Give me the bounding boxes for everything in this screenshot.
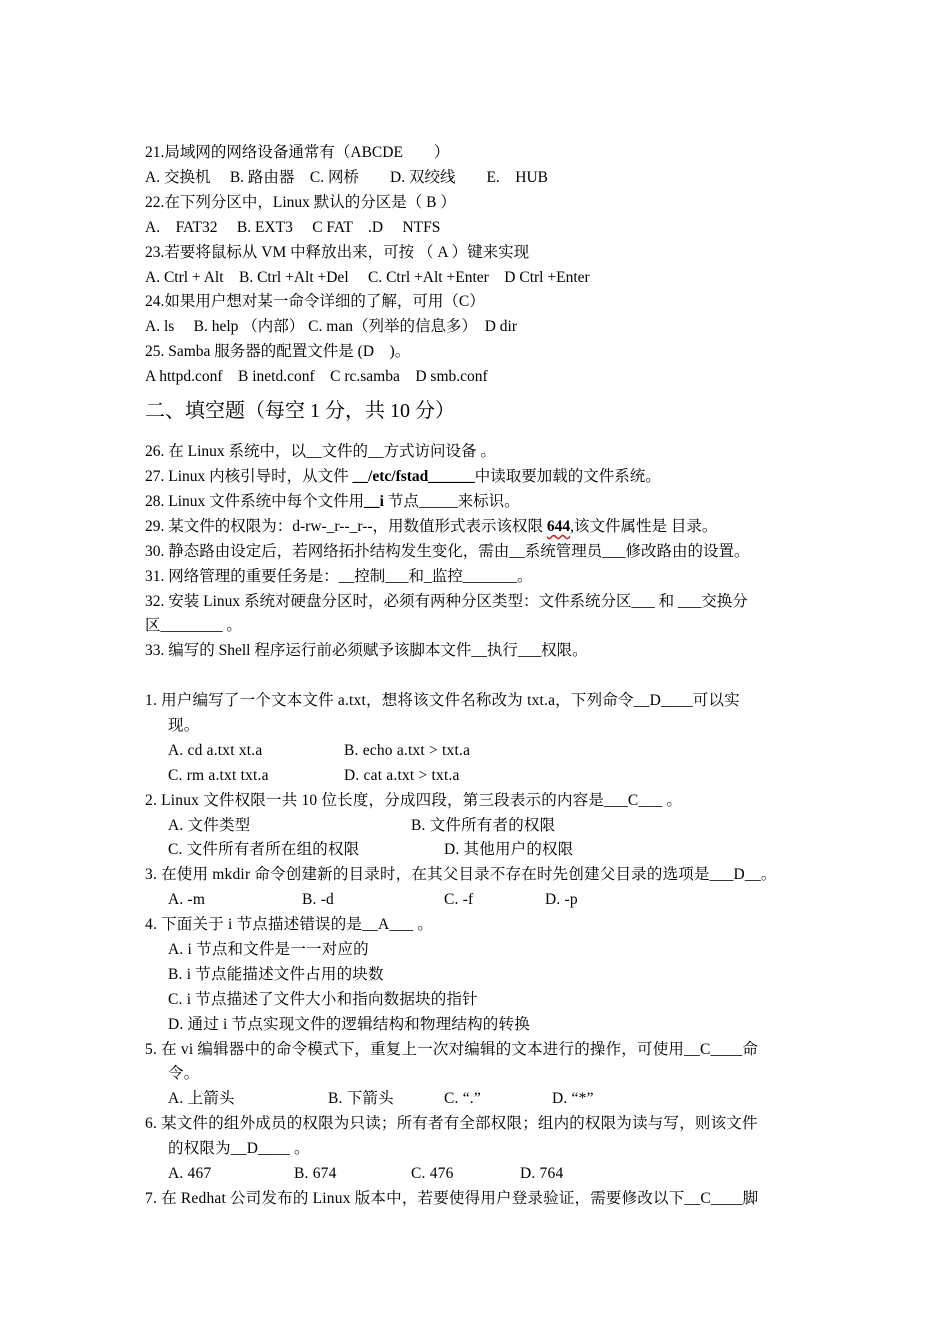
options-21: A. 交换机 B. 路由器 C. 网桥 D. 双绞线 E. HUB <box>145 169 549 186</box>
option-3b: B. -d <box>302 891 334 908</box>
question-2: 2. Linux 文件权限一共 10 位长度，分成四段，第三段表示的内容是___C___ 。 <box>145 792 683 809</box>
section-title: 二、填空题（每空 1 分，共 10 分） <box>145 400 455 422</box>
fill-question-28: 28. Linux 文件系统中每个文件用__i 节点_____来标识。 <box>145 493 520 510</box>
option-3c: C. -f <box>444 891 474 908</box>
option-1d: D. cat a.txt > txt.a <box>344 767 460 784</box>
question-1: 1. 用户编写了一个文本文件 a.txt，想将该文件名称改为 txt.a，下列命令__D____可以实 <box>145 692 740 709</box>
fill-question-33: 33. 编写的 Shell 程序运行前必须赋予该脚本文件__执行___权限。 <box>145 642 588 659</box>
option-4a: A. i 节点和文件是一一对应的 <box>168 941 369 958</box>
question-1-cont: 现。 <box>168 717 200 734</box>
option-1a: A. cd a.txt xt.a <box>168 742 263 759</box>
fill-question-26: 26. 在 Linux 系统中，以__文件的__方式访问设备 。 <box>145 443 496 460</box>
question-4: 4. 下面关于 i 节点描述错误的是__A___ 。 <box>145 916 434 933</box>
question-22: 22.在下列分区中，Linux 默认的分区是（ B ） <box>145 194 456 211</box>
option-2c: C. 文件所有者所在组的权限 <box>168 841 360 858</box>
option-5c: C. “.” <box>444 1090 481 1107</box>
option-6d: D. 764 <box>520 1165 564 1182</box>
answer-29: 644 <box>546 518 571 535</box>
option-6a: A. 467 <box>168 1165 212 1182</box>
options-22: A. FAT32 B. EXT3 C FAT .D NTFS <box>145 219 441 236</box>
question-23: 23.若要将鼠标从 VM 中释放出来，可按 （ A ）键来实现 <box>145 244 530 261</box>
options-25: A httpd.conf B inetd.conf C rc.samba D smb.conf <box>145 368 488 385</box>
fill-question-32: 32. 安装 Linux 系统对硬盘分区时，必须有两种分区类型：文件系统分区___ 和 ___交换分 <box>145 593 748 610</box>
option-6b: B. 674 <box>294 1165 337 1182</box>
answer-27: __/etc/fstad______ <box>352 468 475 485</box>
option-1c: C. rm a.txt txt.a <box>168 767 269 784</box>
option-5b: B. 下箭头 <box>328 1090 394 1107</box>
option-3a: A. -m <box>168 891 206 908</box>
option-4b: B. i 节点能描述文件占用的块数 <box>168 966 384 983</box>
question-6-cont: 的权限为__D____ 。 <box>168 1140 310 1157</box>
question-5: 5. 在 vi 编辑器中的命令模式下，重复上一次对编辑的文本进行的操作，可使用__C____命 <box>145 1041 759 1058</box>
option-2d: D. 其他用户的权限 <box>444 841 574 858</box>
question-6: 6. 某文件的组外成员的权限为只读；所有者有全部权限；组内的权限为读与写，则该文件 <box>145 1115 758 1132</box>
option-2b: B. 文件所有者的权限 <box>411 817 556 834</box>
question-3: 3. 在使用 mkdir 命令创建新的目录时，在其父目录不存在时先创建父目录的选项是___D__。 <box>145 866 777 883</box>
options-24: A. ls B. help （内部） C. man（列举的信息多） D dir <box>145 318 517 335</box>
options-23: A. Ctrl + Alt B. Ctrl +Alt +Del C. Ctrl +Alt +Enter D Ctrl +Enter <box>145 269 590 286</box>
option-6c: C. 476 <box>411 1165 454 1182</box>
question-7: 7. 在 Redhat 公司发布的 Linux 版本中，若要使得用户登录验证，需要修改以下__C____脚 <box>145 1190 759 1207</box>
question-24: 24.如果用户想对某一命令详细的了解，可用（C） <box>145 293 485 310</box>
fill-question-30: 30. 静态路由设定后，若网络拓扑结构发生变化，需由__系统管理员___修改路由的设置。 <box>145 543 750 560</box>
answer-28: __i <box>364 493 384 510</box>
fill-question-27: 27. Linux 内核引导时，从文件 __/etc/fstad______中读取要加载的文件系统。 <box>145 468 661 485</box>
fill-question-29: 29. 某文件的权限为：d-rw-_r--_r--，用数值形式表示该权限 644,该文件属性是 目录。 <box>145 518 718 535</box>
option-5a: A. 上箭头 <box>168 1090 235 1107</box>
option-3d: D. -p <box>545 891 578 908</box>
option-4c: C. i 节点描述了文件大小和指向数据块的指针 <box>168 991 478 1008</box>
option-5d: D. “*” <box>552 1090 594 1107</box>
fill-question-32-cont: 区________ 。 <box>145 617 242 634</box>
option-1b: B. echo a.txt > txt.a <box>344 742 471 759</box>
fill-question-31: 31. 网络管理的重要任务是：__控制___和_监控_______。 <box>145 568 533 585</box>
question-21: 21.局域网的网络设备通常有（ABCDE ） <box>145 144 450 161</box>
option-2a: A. 文件类型 <box>168 817 251 834</box>
option-4d: D. 通过 i 节点实现文件的逻辑结构和物理结构的转换 <box>168 1016 530 1033</box>
question-5-cont: 令。 <box>168 1065 200 1082</box>
question-25: 25. Samba 服务器的配置文件是 (D )。 <box>145 343 411 360</box>
